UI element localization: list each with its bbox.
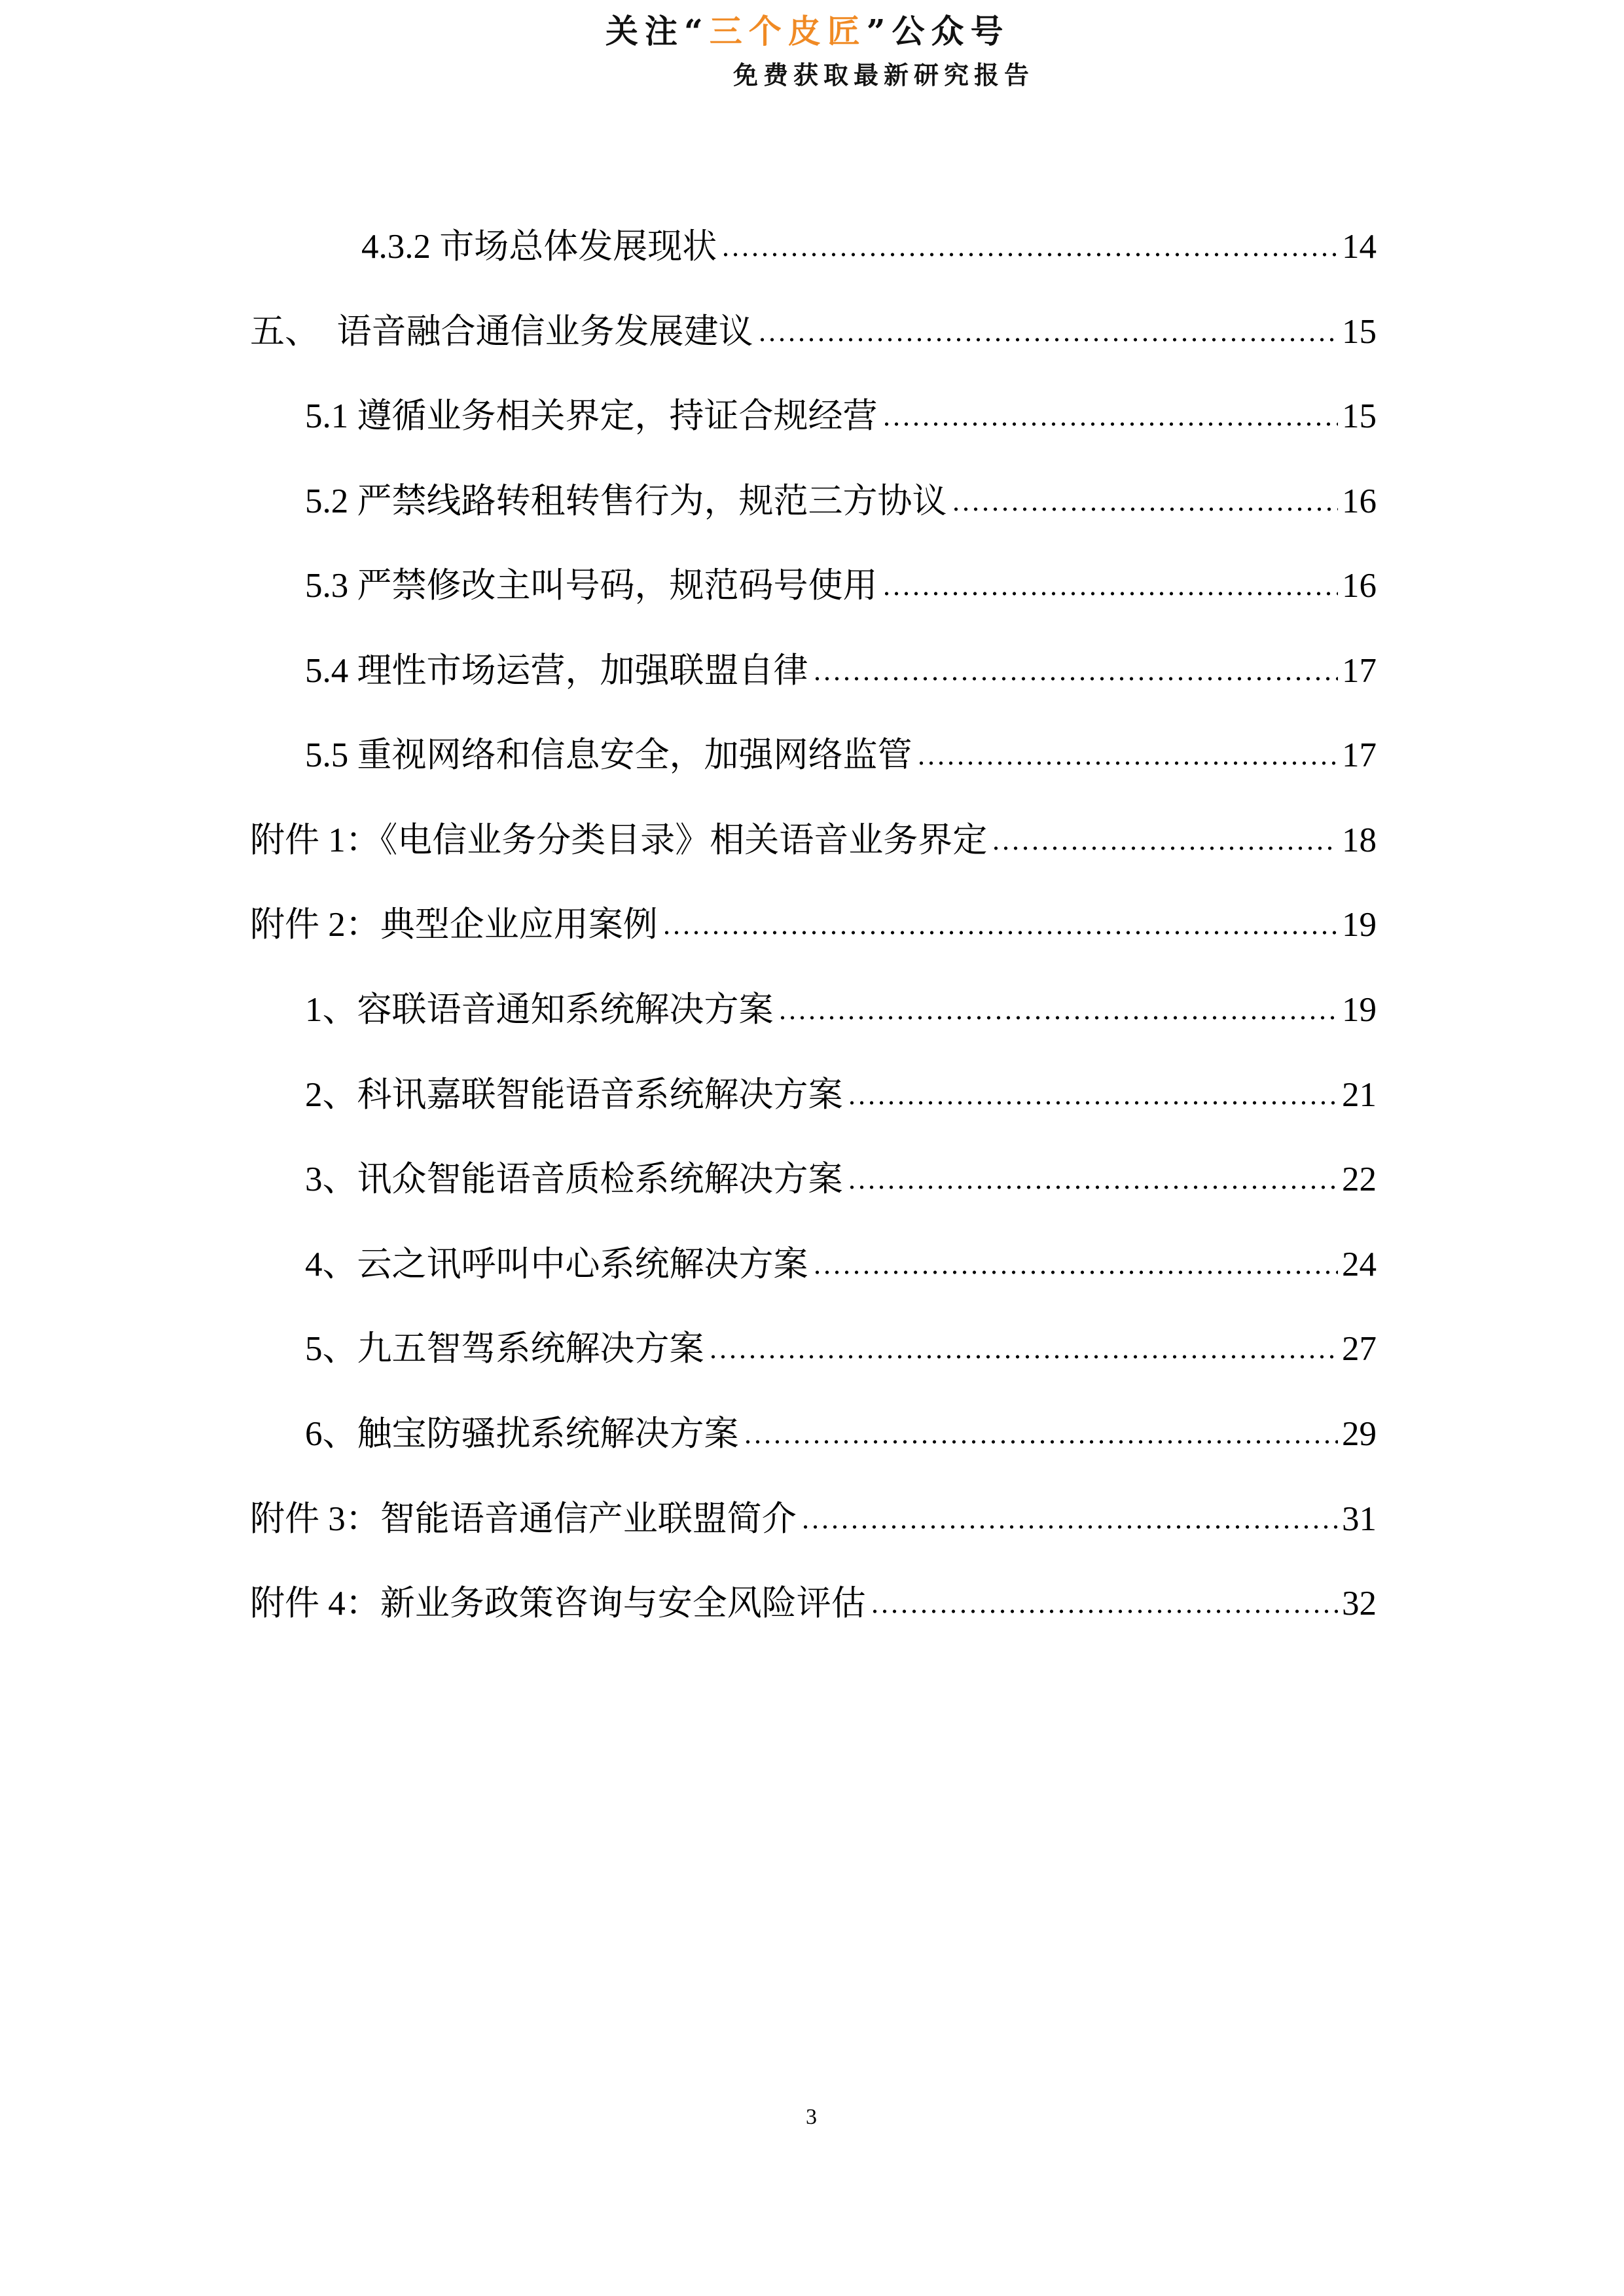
toc-entry-page: 27 <box>1342 1330 1377 1368</box>
toc-entry-label: 5.2 严禁线路转租转售行为，规范三方协议 <box>305 482 947 520</box>
toc-entry[interactable] <box>250 812 1377 858</box>
toc-dot-leader <box>721 253 1338 257</box>
toc-entry-page: 15 <box>1342 313 1377 351</box>
toc-entry[interactable] <box>305 558 1377 603</box>
toc-entry[interactable] <box>250 897 1377 942</box>
toc-entry[interactable] <box>305 1067 1377 1113</box>
toc-entry[interactable] <box>250 304 1377 350</box>
page-number: 3 <box>806 2105 817 2129</box>
toc-entry-page: 14 <box>1342 228 1377 266</box>
toc-dot-leader <box>662 931 1338 935</box>
toc-dot-leader <box>847 1185 1339 1189</box>
toc-dot-leader <box>870 1609 1338 1613</box>
header-promo-subtitle: 免费获取最新研究报告 <box>733 60 1035 90</box>
toc-entry-page: 24 <box>1342 1246 1377 1283</box>
toc-dot-leader <box>757 338 1339 342</box>
toc-entry[interactable] <box>305 1151 1377 1197</box>
toc-entry[interactable] <box>305 982 1377 1028</box>
toc-entry[interactable] <box>305 1321 1377 1367</box>
toc-entry-label: 5.1 遵循业务相关界定，持证合规经营 <box>305 397 878 435</box>
toc-entry-page: 31 <box>1342 1500 1377 1538</box>
toc-dot-leader <box>882 592 1339 596</box>
toc-entry-label: 附件 2：典型企业应用案例 <box>250 906 658 944</box>
toc-dot-leader <box>801 1525 1338 1529</box>
toc-dot-leader <box>812 1270 1339 1274</box>
toc-entry-label: 5.4 理性市场运营，加强联盟自律 <box>305 652 808 690</box>
toc-dot-leader <box>991 846 1338 850</box>
toc-entry-label: 5、九五智驾系统解决方案 <box>305 1330 704 1368</box>
toc-entry-page: 16 <box>1342 482 1377 520</box>
toc-entry-page: 15 <box>1342 397 1377 435</box>
toc-entry-page: 17 <box>1342 652 1377 690</box>
toc-entry[interactable] <box>305 1236 1377 1282</box>
toc-entry-page: 32 <box>1342 1585 1377 1623</box>
toc-entry-label: 2、科讯嘉联智能语音系统解决方案 <box>305 1076 843 1114</box>
toc-entry-label: 5.5 重视网络和信息安全，加强网络监管 <box>305 736 912 774</box>
toc-dot-leader <box>778 1016 1339 1020</box>
toc-entry-label: 附件 1：《电信业务分类目录》相关语音业务界定 <box>250 821 988 859</box>
toc-dot-leader <box>812 677 1339 681</box>
toc-entry[interactable] <box>250 1575 1377 1621</box>
toc-entry-page: 21 <box>1342 1076 1377 1114</box>
toc-entry[interactable] <box>305 643 1377 689</box>
toc-entry-page: 22 <box>1342 1160 1377 1198</box>
toc-entry-page: 17 <box>1342 736 1377 774</box>
toc-entry-page: 16 <box>1342 567 1377 605</box>
toc-entry-label: 4、云之讯呼叫中心系统解决方案 <box>305 1246 808 1283</box>
toc-entry-label: 五、 语音融合通信业务发展建议 <box>250 313 753 351</box>
toc-entry-label: 附件 4：新业务政策咨询与安全风险评估 <box>250 1585 866 1623</box>
toc-dot-leader <box>743 1440 1339 1444</box>
toc-entry-page: 29 <box>1342 1415 1377 1453</box>
toc-entry-page: 19 <box>1342 991 1377 1029</box>
toc-dot-leader <box>882 422 1339 426</box>
header-brand: 三个皮匠 <box>709 12 867 50</box>
toc-entry[interactable] <box>305 1406 1377 1452</box>
toc-entry[interactable] <box>305 388 1377 434</box>
toc-entry[interactable] <box>361 219 1377 264</box>
toc-dot-leader <box>847 1101 1339 1105</box>
toc-entry-label: 6、触宝防骚扰系统解决方案 <box>305 1415 739 1453</box>
toc-entry[interactable] <box>305 473 1377 519</box>
toc-dot-leader <box>951 507 1339 511</box>
toc-entry-label: 1、容联语音通知系统解决方案 <box>305 991 774 1029</box>
toc-entry[interactable] <box>305 727 1377 773</box>
toc-entry-label: 4.3.2 市场总体发展现状 <box>361 228 717 266</box>
toc-dot-leader <box>916 761 1339 765</box>
toc-entry-page: 18 <box>1342 821 1377 859</box>
toc-dot-leader <box>708 1355 1339 1359</box>
header-promo-title <box>605 12 1024 51</box>
header-suffix: ”公众号 <box>866 12 1010 50</box>
toc-entry-label: 5.3 严禁修改主叫号码，规范码号使用 <box>305 567 878 605</box>
toc-entry[interactable] <box>250 1491 1377 1537</box>
toc-entry-label: 附件 3：智能语音通信产业联盟简介 <box>250 1500 797 1538</box>
toc-entry-page: 19 <box>1342 906 1377 944</box>
toc-entry-label: 3、讯众智能语音质检系统解决方案 <box>305 1160 843 1198</box>
header-prefix: 关注“ <box>605 12 710 50</box>
